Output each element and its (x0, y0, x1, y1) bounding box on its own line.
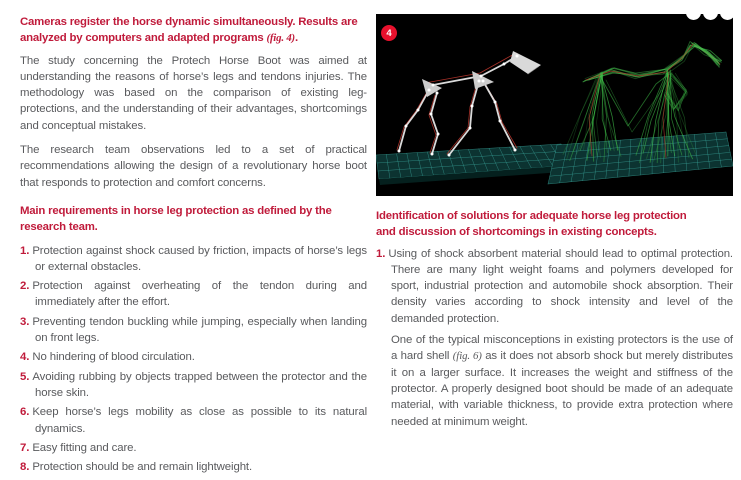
recommendations-paragraph: The research team observations led to a set of practical recommendations allowing the design of a revolutionary horse boot that responds to protection and comfort concerns. (20, 144, 367, 189)
dot-icon (720, 5, 735, 20)
requirements-heading: Main requirements in horse leg protection as defined by the research team. (20, 204, 332, 234)
requirement-item (20, 404, 367, 437)
item-text: Using of shock absorbent material should lead to optimal protection. There are many light weight foams and polymers developed for sport, industrial protection and automobile shock absorption. Their density varies according to shock intensity and level of the demanded protection. (388, 247, 733, 325)
item-text: Protection should be and remain lightweight. (32, 461, 253, 474)
study-paragraph: The study concerning the Protech Horse Boot was aimed at understanding the reasons of horse’s legs and tendons injuries. The methodology was based on the comparison of existing leg-protections, and the understanding of their advantages, shortcomings and conceptual mistakes. (20, 54, 367, 132)
requirement-text-block (20, 314, 367, 347)
solution-item (376, 246, 733, 430)
requirements-list (20, 243, 367, 476)
figure-canvas (376, 14, 733, 196)
dot-icon (703, 5, 718, 20)
item-number: 3. (20, 315, 30, 328)
intro-heading-text: Cameras register the horse dynamic simultaneously. Results are analyzed by computers and adapted programs (20, 16, 358, 45)
solution-paragraph-1 (376, 246, 733, 327)
item-text: Keep horse’s legs mobility as close as possible to its natural dynamics. (32, 406, 367, 435)
right-column (376, 14, 733, 478)
item-number: 1. (20, 244, 30, 257)
item-text: Protection against overheating of the tendon during and immediately after the effort. (32, 280, 367, 309)
item-text: as it does not absorb shock but merely distributes it on a larger surface. It increases the weight and stiffness of the protector. A properly designed boot should be made of an adequate material, with variable thickness, to provide extra protection where needed at minimum weight. (391, 350, 734, 428)
figure-number-badge: 4 (381, 25, 397, 41)
item-text: One of the typical misconceptions in existing protectors is the use of a hard shell (391, 334, 733, 363)
item-text: Easy fitting and care. (32, 441, 137, 454)
requirement-item (20, 459, 367, 475)
solutions-heading: Identification of solutions for adequate horse leg protection and discussion of shortcomings in existing concepts. (376, 210, 687, 239)
item-number: 1. (376, 247, 386, 260)
requirement-item (20, 243, 367, 276)
fig4-reference: (fig. 4) (266, 32, 295, 45)
requirement-text-block (20, 440, 367, 456)
requirement-text-block (20, 404, 367, 437)
item-number: 5. (20, 370, 30, 383)
item-number: 2. (20, 280, 30, 293)
requirement-text-block (20, 459, 367, 475)
requirement-text-block (20, 278, 367, 311)
requirement-text-block (20, 349, 367, 365)
requirement-item (20, 369, 367, 402)
solution-paragraph-2 (376, 332, 733, 430)
fig6-reference: (fig. 6) (452, 350, 482, 363)
item-text: Preventing tendon buckling while jumping, especially when landing on front legs. (32, 315, 367, 345)
item-number: 4. (20, 351, 30, 364)
intro-heading-period: . (294, 32, 298, 45)
left-column (20, 14, 367, 478)
requirement-item (20, 278, 367, 311)
item-number: 6. (20, 406, 30, 419)
item-text: No hindering of blood circulation. (32, 351, 195, 364)
ornament-dots (686, 5, 735, 20)
dot-icon (686, 5, 701, 20)
item-number: 8. (20, 461, 30, 474)
figure-4-motion-capture (376, 14, 733, 196)
item-text: Protection against shock caused by friction, impacts of horse’s legs or external obstacles. (32, 244, 367, 273)
requirement-item (20, 314, 367, 347)
requirement-text-block (20, 243, 367, 276)
requirement-item (20, 349, 367, 365)
item-number: 7. (20, 441, 30, 454)
item-text: Avoiding rubbing by objects trapped between the protector and the horse skin. (32, 370, 367, 399)
requirement-text-block (20, 369, 367, 402)
intro-heading (20, 14, 367, 47)
requirement-item (20, 440, 367, 456)
